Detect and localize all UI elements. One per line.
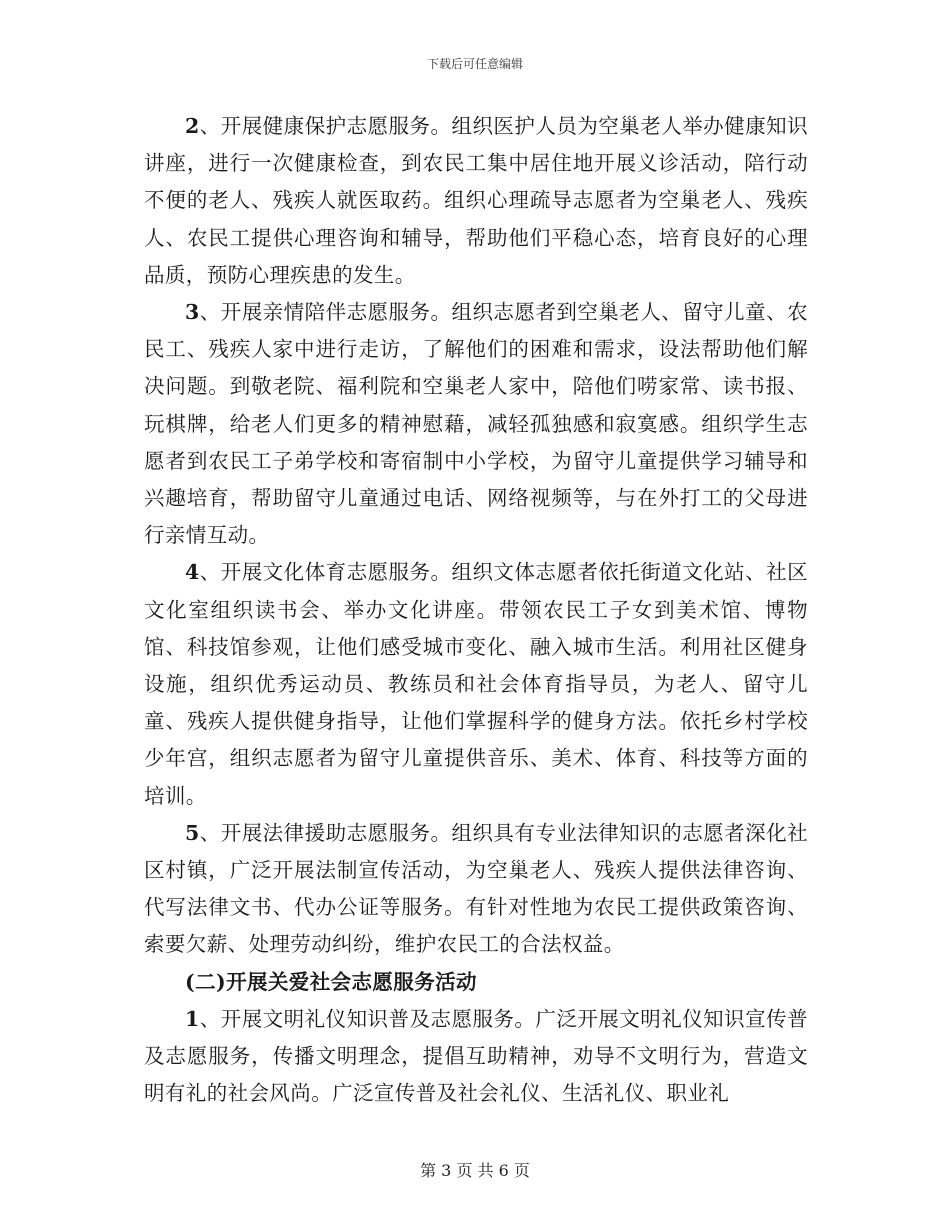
paragraph-text: 、开展亲情陪伴志愿服务。组织志愿者到空巢老人、留守儿童、农民工、残疾人家中进行走访，了解他们的困难和需求，设法帮助他们解决问题。到敬老院、福利院和空巢老人家中，陪他们唠家常、读书报、玩棋牌，给老人们更多的精神慰藉，减轻孤独感和寂寞感。组织学生志愿者到农民工子弟学校和寄宿制中小学校，为留守儿童提供学习辅导和兴趣培育，帮助留守儿童通过电话、网络视频等，与在外打工的父母进行亲情互动。	[144, 300, 808, 548]
paragraph-text: 、开展法律援助志愿服务。组织具有专业法律知识的志愿者深化社区村镇，广泛开展法制宣传活动，为空巢老人、残疾人提供法律咨询、代写法律文书、代办公证等服务。有针对性地为农民工提供政策咨询、索要欠薪、处理劳动纠纷，维护农民工的合法权益。	[144, 820, 808, 957]
paragraph-number: 2	[185, 114, 200, 138]
paragraph-etiquette-service	[144, 1001, 808, 1113]
paragraph-companion-service	[144, 294, 808, 554]
paragraph-number: 3	[185, 300, 200, 325]
paragraph-number: 5	[185, 820, 200, 845]
paragraph-text: 、开展健康保护志愿服务。组织医护人员为空巢老人举办健康知识讲座，进行一次健康检查，到农民工集中居住地开展义诊活动，陪行动不便的老人、残疾人就医取药。组织心理疏导志愿者为空巢老人、残疾人、农民工提供心理咨询和辅导，帮助他们平稳心态，培育良好的心理品质，预防心理疾患的发生。	[144, 114, 808, 287]
paragraph-number: 1	[185, 1006, 200, 1031]
page-footer: 第 3 页 共 6 页	[420, 1161, 530, 1180]
page-header: 下载后可任意编辑	[426, 57, 523, 71]
paragraph-legal-aid-service	[144, 815, 808, 964]
paragraph-number: 4	[185, 560, 200, 585]
paragraph-text: 、开展文明礼仪知识普及志愿服务。广泛开展文明礼仪知识宣传普及志愿服务，传播文明理念，提倡互助精神，劝导不文明行为，营造文明有礼的社会风尚。广泛宣传普及社会礼仪、生活礼仪、职业礼	[144, 1006, 808, 1106]
paragraph-health-service	[144, 108, 808, 294]
paragraph-culture-sports-service	[144, 554, 808, 814]
section-heading: (二)开展关爱社会志愿服务活动	[185, 969, 477, 994]
paragraph-text: 、开展文化体育志愿服务。组织文体志愿者依托街道文化站、社区文化室组织读书会、举办文化讲座。带领农民工子女到美术馆、博物馆、科技馆参观，让他们感受城市变化、融入城市生活。利用社区健身设施，组织优秀运动员、教练员和社会体育指导员，为老人、留守儿童、残疾人提供健身指导，让他们掌握科学的健身方法。依托乡村学校少年宫，组织志愿者为留守儿童提供音乐、美术、体育、科技等方面的培训。	[144, 560, 808, 808]
document-body	[144, 108, 808, 1112]
